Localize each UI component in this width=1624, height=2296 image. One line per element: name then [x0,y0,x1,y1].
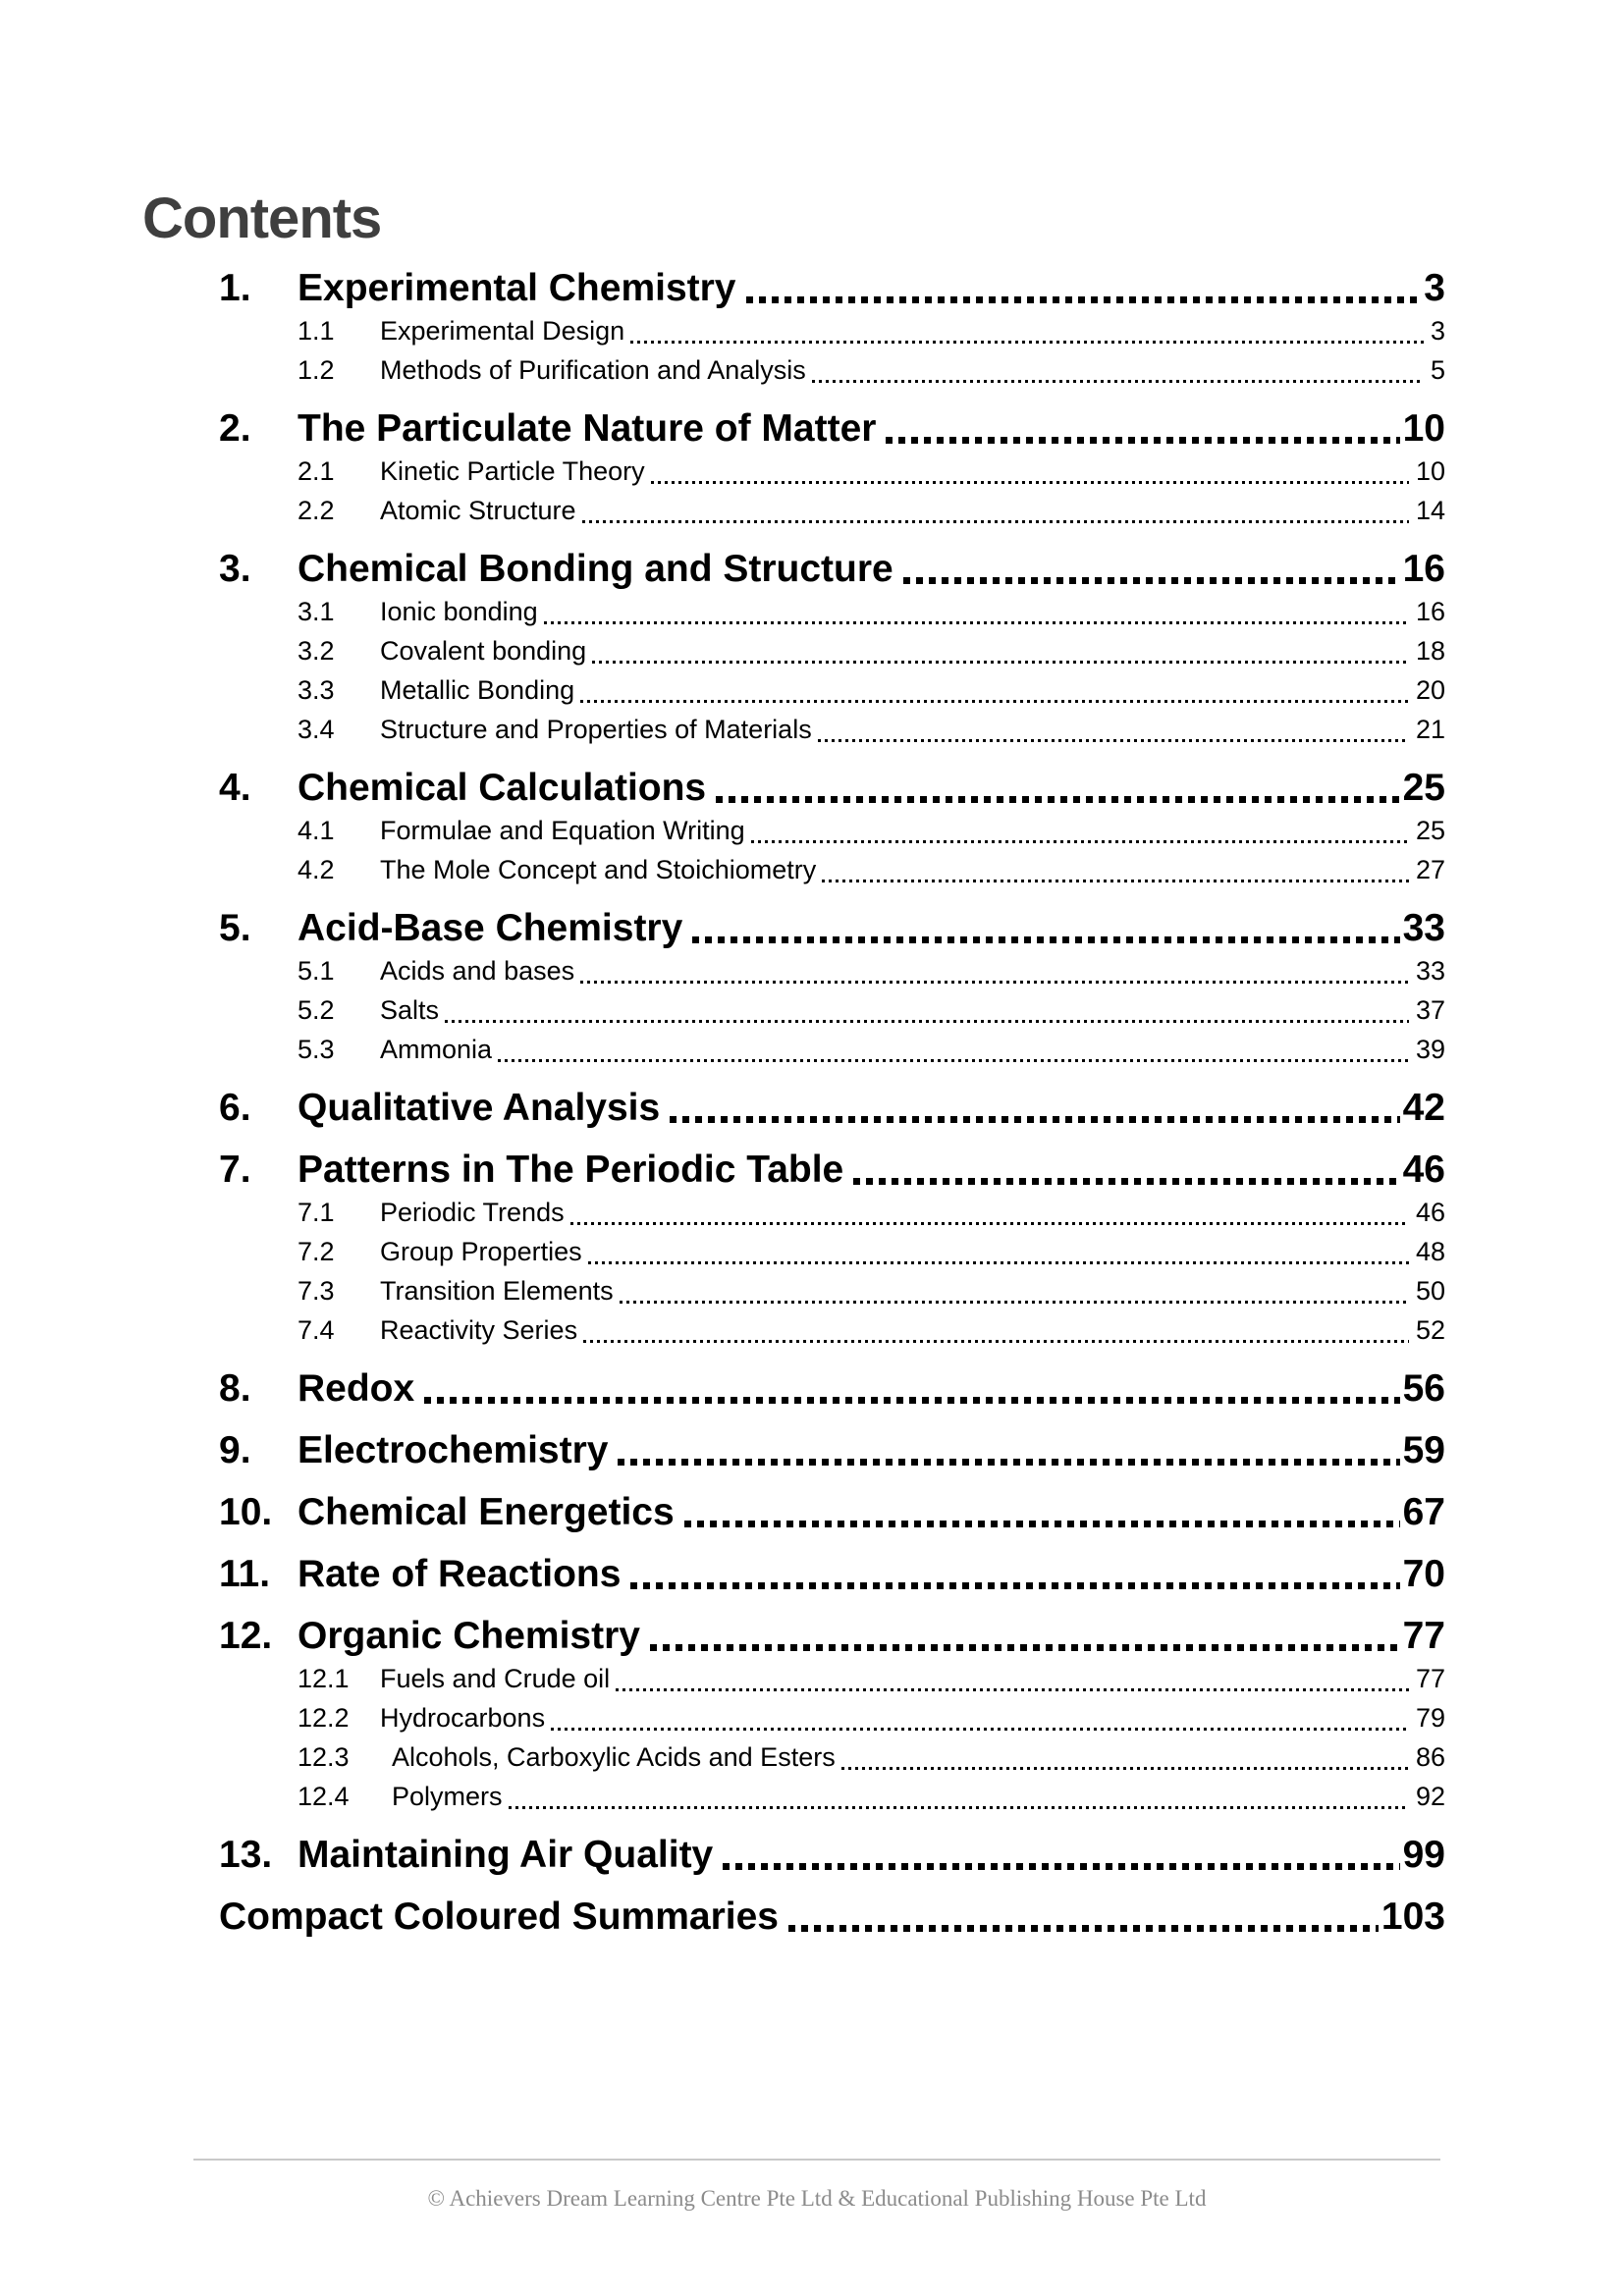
toc-entry-page: 25 [1402,767,1445,809]
toc-entry-title: The Particulate Nature of Matter [298,407,877,450]
toc-entry[interactable] [0,850,1624,889]
toc-entry-title: Chemical Calculations [298,767,707,809]
toc-entry-title: Group Properties [380,1237,582,1266]
toc-entry-page: 52 [1415,1315,1445,1345]
toc-entry[interactable] [0,905,1624,951]
toc-entry-title: Experimental Chemistry [298,267,736,309]
toc-entry-number: 7. [219,1148,251,1191]
toc-entry[interactable] [0,452,1624,491]
toc-entry-page: 46 [1402,1148,1445,1191]
dot-leader [551,1728,1409,1731]
dot-leader [424,1397,1399,1404]
toc-entry-title: Rate of Reactions [298,1553,622,1595]
toc-entry-page: 16 [1402,548,1445,590]
dot-leader [592,661,1409,664]
toc-entry-title: Structure and Properties of Materials [380,715,812,744]
toc-entry-page: 56 [1402,1367,1445,1410]
toc-entry-number: 2. [219,407,251,450]
toc-entry-title: Redox [298,1367,415,1410]
toc-entry-number: 3.4 [298,715,335,744]
toc-entry-title: Periodic Trends [380,1198,565,1227]
toc-entry[interactable] [0,405,1624,452]
toc-entry-page: 70 [1402,1553,1445,1595]
dot-leader [818,739,1409,742]
toc-entry-page: 27 [1415,855,1445,884]
toc-entry-page: 25 [1415,816,1445,845]
toc-entry[interactable] [0,631,1624,670]
toc-entry[interactable] [0,1365,1624,1412]
footer-copyright: © Achievers Dream Learning Centre Pte Ltd & Educational Publishing House Pte Ltd [427,2186,1207,2211]
toc-entry[interactable] [0,491,1624,530]
toc-entry-title: Electrochemistry [298,1429,609,1471]
toc-entry-page: 39 [1415,1035,1445,1064]
dot-leader [650,1644,1400,1651]
toc-entry-number: 12.1 [298,1664,350,1693]
toc-entry-number: 9. [219,1429,251,1471]
toc-entry-title: Metallic Bonding [380,675,575,705]
dot-leader [509,1806,1409,1809]
toc-entry[interactable] [0,1659,1624,1698]
toc-entry-number: 12. [219,1615,273,1657]
toc-entry-number: 7.1 [298,1198,335,1227]
toc-entry[interactable] [0,765,1624,811]
toc-entry-title: Covalent bonding [380,636,587,666]
toc-entry-title: Experimental Design [380,316,625,346]
toc-entry-page: 10 [1402,407,1445,450]
toc-entry-title: Formulae and Equation Writing [380,816,745,845]
toc-entry-page: 79 [1415,1703,1445,1733]
toc-entry[interactable] [0,1698,1624,1737]
toc-entry-number: 5.2 [298,995,335,1025]
toc-entry-page: 33 [1415,956,1445,986]
dot-leader [630,341,1424,344]
toc-entry-page: 3 [1424,267,1445,309]
toc-entry-page: 103 [1380,1896,1445,1938]
toc-entry-page: 92 [1415,1782,1445,1811]
toc-entry[interactable] [0,1271,1624,1310]
toc-entry-page: 3 [1430,316,1445,346]
toc-entry[interactable] [0,990,1624,1030]
toc-entry[interactable] [0,1551,1624,1597]
toc-entry-number: 12.3 [298,1742,350,1772]
toc-entry[interactable] [0,1030,1624,1069]
toc-entry-title: Ionic bonding [380,597,538,626]
toc-entry-page: 5 [1430,355,1445,385]
dot-leader [822,880,1409,882]
dot-leader [580,981,1409,984]
toc-entry[interactable] [0,1737,1624,1777]
toc-entry-number: 3. [219,548,251,590]
dot-leader [630,1582,1399,1589]
toc-entry[interactable] [0,265,1624,311]
dot-leader [544,621,1409,624]
toc-entry-page: 21 [1415,715,1445,744]
dot-leader [853,1178,1399,1185]
toc-entry-page: 46 [1415,1198,1445,1227]
toc-entry-number: 3.1 [298,597,335,626]
toc-entry-title: Methods of Purification and Analysis [380,355,806,385]
dot-leader [616,1688,1409,1691]
toc-entry-page: 50 [1415,1276,1445,1306]
toc-entry-title: Ammonia [380,1035,493,1064]
dot-leader [788,1925,1379,1932]
toc-entry[interactable] [0,1894,1624,1940]
dot-leader [746,296,1422,303]
toc-entry-number: 7.4 [298,1315,335,1345]
toc-entry-title: The Mole Concept and Stoichiometry [380,855,817,884]
toc-entry-title: Qualitative Analysis [298,1087,661,1129]
dot-leader [651,481,1409,484]
toc-entry[interactable] [0,311,1624,350]
toc-entry[interactable] [0,811,1624,850]
dot-leader [716,796,1399,803]
toc-entry-number: 6. [219,1087,251,1129]
toc-entry-number: 2.1 [298,456,335,486]
dot-leader [583,1340,1409,1343]
dot-leader [620,1301,1409,1304]
dot-leader [812,380,1424,383]
toc-entry[interactable] [0,1310,1624,1350]
toc-entry-number: 8. [219,1367,251,1410]
toc-entry[interactable] [0,1777,1624,1816]
toc-entry-page: 37 [1415,995,1445,1025]
toc-entry[interactable] [0,710,1624,749]
toc-entry[interactable] [0,1613,1624,1659]
toc-entry-page: 14 [1415,496,1445,525]
dot-leader [588,1261,1409,1264]
toc-entry-title: Chemical Bonding and Structure [298,548,893,590]
toc-entry-title: Alcohols, Carboxylic Acids and Esters [392,1742,836,1772]
toc-entry[interactable] [0,1832,1624,1878]
toc-entry-title: Compact Coloured Summaries [219,1896,779,1938]
dot-leader [445,1020,1409,1023]
toc-entry-title: Organic Chemistry [298,1615,640,1657]
toc-entry-page: 48 [1415,1237,1445,1266]
toc-entry-number: 13. [219,1834,273,1876]
toc-entry-number: 1. [219,267,251,309]
dot-leader [692,936,1399,943]
toc-entry[interactable] [0,670,1624,710]
toc-entry-page: 20 [1415,675,1445,705]
toc-entry[interactable] [0,592,1624,631]
toc-entry-number: 3.3 [298,675,335,705]
toc-entry-page: 10 [1415,456,1445,486]
toc-entry[interactable] [0,1193,1624,1232]
toc-entry[interactable] [0,1085,1624,1131]
toc-entry-number: 1.1 [298,316,335,346]
footer-divider [193,2159,1440,2161]
toc-entry[interactable] [0,1147,1624,1193]
toc-entry-title: Hydrocarbons [380,1703,546,1733]
dot-leader [903,577,1400,584]
toc-entry-page: 86 [1415,1742,1445,1772]
dot-leader [886,437,1399,444]
dot-leader [618,1459,1399,1466]
toc-entry-page: 77 [1415,1664,1445,1693]
toc-entry-number: 12.4 [298,1782,350,1811]
toc-entry-page: 59 [1402,1429,1445,1471]
toc-entry-number: 7.2 [298,1237,335,1266]
toc-entry-number: 11. [219,1553,271,1595]
toc-entry-title: Polymers [392,1782,503,1811]
toc-entry-title: Fuels and Crude oil [380,1664,611,1693]
toc-entry-title: Maintaining Air Quality [298,1834,714,1876]
toc-entry-number: 4.1 [298,816,335,845]
toc-entry-page: 99 [1402,1834,1445,1876]
toc-entry-title: Acids and bases [380,956,575,986]
toc-entry-page: 33 [1402,907,1445,949]
dot-leader [751,840,1409,843]
dot-leader [684,1521,1400,1527]
toc-entry-title: Patterns in The Periodic Table [298,1148,844,1191]
toc-entry-page: 18 [1415,636,1445,666]
toc-entry[interactable] [0,1232,1624,1271]
toc-entry-number: 4.2 [298,855,335,884]
toc-entry-title: Acid-Base Chemistry [298,907,683,949]
toc-entry[interactable] [0,350,1624,390]
toc-entry-title: Kinetic Particle Theory [380,456,645,486]
dot-leader [580,700,1409,703]
toc-entry-number: 2.2 [298,496,335,525]
dot-leader [723,1863,1399,1870]
toc-entry-title: Atomic Structure [380,496,576,525]
page-title: Contents [142,187,382,250]
dot-leader [841,1767,1409,1770]
toc-entry-title: Chemical Energetics [298,1491,675,1533]
toc-entry-page: 16 [1415,597,1445,626]
toc-entry-number: 5.3 [298,1035,335,1064]
dot-leader [570,1222,1409,1225]
toc-entry-title: Reactivity Series [380,1315,578,1345]
toc-entry-page: 77 [1402,1615,1445,1657]
toc-entry-page: 67 [1402,1491,1445,1533]
toc-entry-title: Salts [380,995,440,1025]
toc-entry[interactable] [0,546,1624,592]
toc-entry[interactable] [0,1427,1624,1473]
toc-entry-number: 5. [219,907,251,949]
toc-entry-number: 7.3 [298,1276,335,1306]
toc-entry-page: 42 [1402,1087,1445,1129]
toc-entry-title: Transition Elements [380,1276,614,1306]
dot-leader [670,1116,1399,1123]
table-of-contents [0,265,1624,1940]
toc-entry-number: 4. [219,767,251,809]
toc-entry[interactable] [0,951,1624,990]
dot-leader [582,520,1409,523]
toc-entry-number: 10. [219,1491,273,1533]
toc-entry-number: 5.1 [298,956,335,986]
dot-leader [498,1059,1409,1062]
toc-entry-number: 12.2 [298,1703,350,1733]
toc-entry[interactable] [0,1489,1624,1535]
toc-entry-number: 1.2 [298,355,335,385]
toc-entry-number: 3.2 [298,636,335,666]
